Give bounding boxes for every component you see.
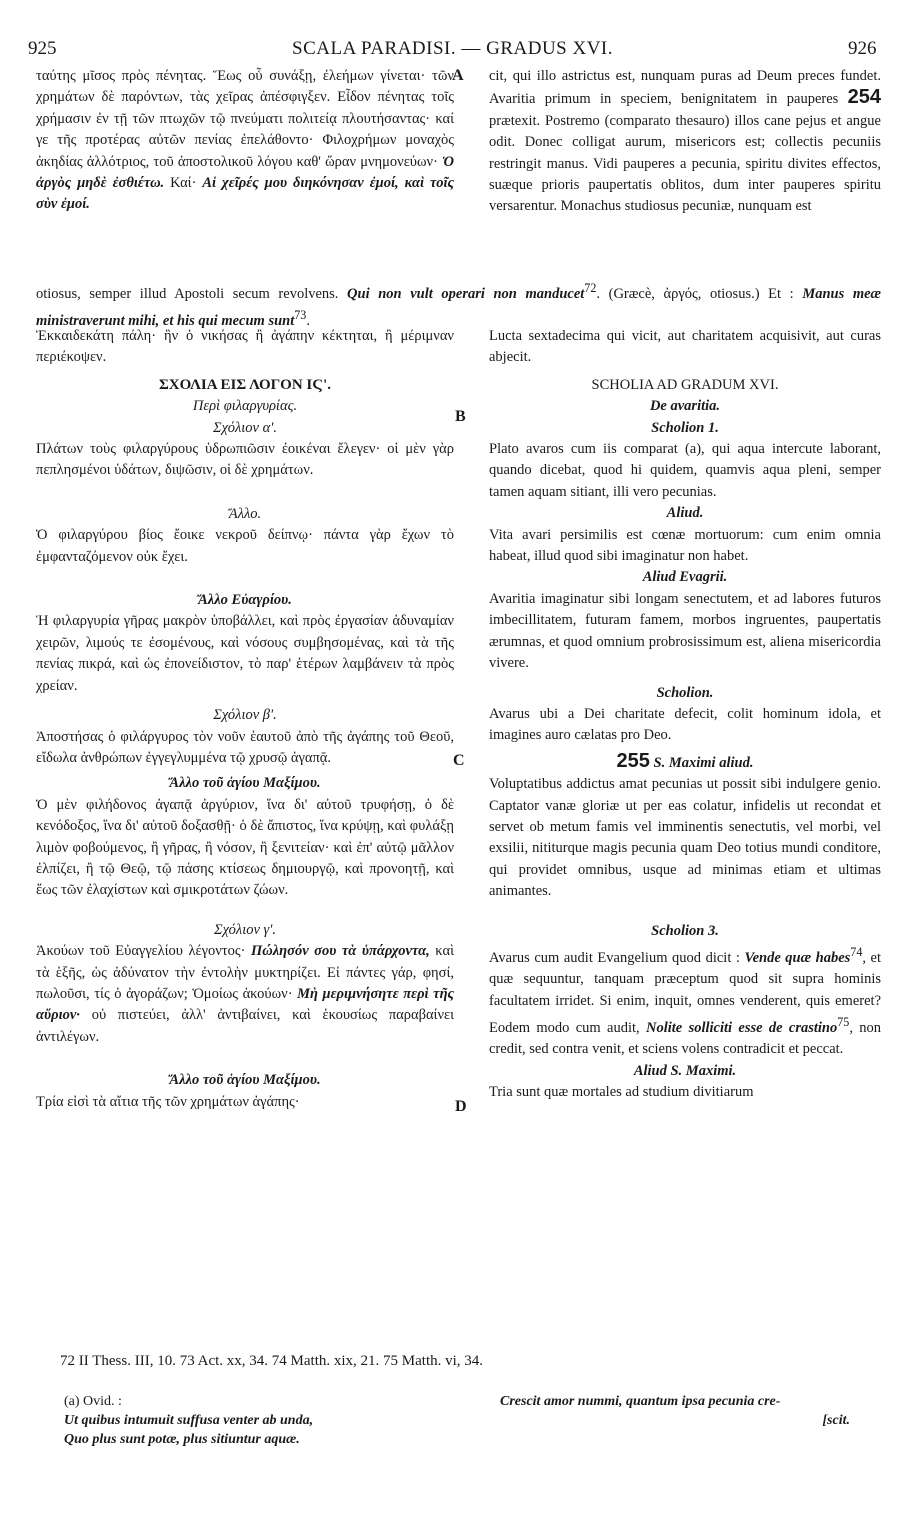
latin-column — [489, 326, 881, 1103]
greek-text-7: Τρία εἰσὶ τὰ αἴτια τῆς τῶν χρημάτων ἀγάπης· — [36, 1093, 300, 1110]
footnote-right-line1: Crescit amor nummi, quantum ipsa pecunia cre- — [500, 1394, 781, 1409]
latin-text-2: Vita avari persimilis est cœnæ mortuorum: cum enim omnia habeat, illud quod sibi imaginatur non habet. — [489, 526, 881, 565]
margin-number-255: 255 — [616, 749, 650, 772]
latin-top-paragraph: cit, qui illo astrictus est, nunquam puras ad Deum preces fundet. Avaritia primum in speciem, benignitatem in pauperes 254 prætexit. Postremo (comparato thesauro) illos cane pejus et angue odit. Donec colligat aurum, misericors est; collectis pecuniis restringit manus. Vidi pauperes a pecunia, spiritu divites effectos, suæque prioris paupertatis oblitos, dum inter pauperes spiritu versarentur. Monachus studiosus pecuniæ, nunquam est — [489, 68, 882, 215]
greek-scholia-title: ΣΧΟΛΙΑ ΕΙΣ ΛΟΓΟΝ ΙϚ'. — [158, 376, 332, 393]
greek-allo-evagrii: Ἄλλο Εὐαγρίου. — [198, 592, 292, 609]
footnote-right — [500, 1392, 880, 1430]
latin-text-4: Avarus ubi a Dei charitate defecit, colit hominum idola, et imagines auro cælatas pro Deo. — [489, 705, 881, 744]
latin-aliud: Aliud. — [666, 505, 704, 522]
footnote-references: 72 II Thess. III, 10. 73 Act. xx, 34. 74 Matth. xix, 21. 75 Matth. vi, 34. — [60, 1353, 484, 1369]
latin-scholia-title: SCHOLIA AD GRADUM XVI. — [591, 376, 779, 393]
greek-text-6: Ἀκούων τοῦ Εὐαγγελίου λέγοντος· Πώλησόν σου τὰ ὑπάρχοντα, καὶ τὰ ἑξῆς, ὡς ἀδύνατον τὴν ἐντολὴν μυκτηρίζει. Εἰ πάντες γάρ, φησί, πωλοῦσι, τίς ὁ ἀγοράζων; Ὁμοίως ἀκούων· Μὴ μεριμνήσητε περὶ τῆς αὔριον· οὐ πιστεύει, ἀλλ' ἀντιβαίνει, καὶ ἑκουσίως παραβαίνει ἀντιλέγων. — [36, 943, 454, 1045]
latin-scholion-3: Scholion 3. — [651, 922, 719, 939]
full-width-line: otiosus, semper illud Apostoli secum revolvens. Qui non vult operari non manducet$^{72}$. (Græcè, ἀργός, otiosus.) Et : Manus meæ ministraverunt mihi, et his qui mecum sunt$^{73}$. — [36, 281, 882, 330]
latin-text-5: Voluptatibus addictus amat pecunias ut possit sibi indulgere genio. Captator vanæ gloriæ ut per eas colatur, infidelis ut recondat et servet ob metum famis vel imminentis senectutis, vel morbi, vel exsilii, nititurque magis pecunia quam Deo totius mundi conditore, qui providet omnibus, usque ad minimas etiam et ultimas animantes. — [489, 776, 881, 900]
greek-text-4: Ἀποστήσας ὁ φιλάργυρος τὸν νοῦν ἑαυτοῦ ἀπὸ τῆς ἀγάπης τοῦ Θεοῦ, εἴδωλα ἀνθρώπων ἐγγεγλυμμένα τῷ χρυσῷ ἀγαπᾷ. — [36, 728, 454, 766]
footnote-right-line2: [scit. — [822, 1413, 850, 1428]
greek-allo-maximi: Ἄλλο τοῦ ἁγίου Μαξίμου. — [169, 775, 321, 792]
greek-top-paragraph: ταύτης μῖσος πρὸς πένητας. Ἕως οὗ συνάξῃ, ἐλεήμων γίνεται· τῶν χρημάτων δὲ παρόντων, τὰς χεῖρας ἀπέσφιγξεν. Εἶδον πένητας τοῖς χρήμασιν ἐν τῇ τῶν πτωχῶν τῷ πνεύματι πολιτείᾳ πλουτήσαντας· καί γε τῆς προτέρας αὐτῶν πενίας ἐπελάθοντο· Φιλοχρήμων μοναχὸς ἀκηδίας ἀλλότριος, τοῦ ἀποστολικοῦ λόγου καθ' ὥραν μνημονεύων· Ὁ ἀργὸς μηδὲ ἐσθιέτω. Καί· Αἱ χεῖρές μου διηκόνησαν ἐμοί, καὶ τοῖς σὺν ἐμοί. — [36, 68, 454, 213]
latin-lucta: Lucta sextadecima qui vicit, aut charitatem acquisivit, aut curas abjecit. — [489, 328, 881, 366]
greek-text-3: Ἡ φιλαργυρία γῆρας μακρὸν ὑποβάλλει, καὶ πρὸς ἐργασίαν ἀδυναμίαν χειρῶν, λιμούς τε ἐσομένους, καὶ νόσους συμβησομένας, καὶ τὰ τῆς πενίας πικρά, καὶ ὡς ἐπονείδιστον, τὸ παρ' ἑτέρων λαμβάνειν τὰ πρὸς χρείαν. — [36, 613, 454, 694]
greek-allo: Ἄλλο. — [228, 505, 262, 522]
latin-text-7: Tria sunt quæ mortales ad studium divitiarum — [489, 1084, 754, 1101]
greek-text-5: Ὁ μὲν φιλήδονος ἀγαπᾷ ἀργύριον, ἵνα δι' αὐτοῦ τρυφήσῃ, ὁ δὲ κενόδοξος, ἵνα δι' αὐτοῦ δοξασθῇ· ὁ δὲ ἄπιστος, ἵνα κρύψῃ, καὶ φυλάξῃ λιμὸν φοβούμενος, ἢ γῆρας, ἢ νόσον, ἢ ξενιτείαν· καὶ ἐπ' αὐτῷ μᾶλλον ἐλπίζει, ἢ τῷ Θεῷ, τῷ πάσης κτίσεως δημιουργῷ, καὶ προνοητῇ, καὶ ἕως τῶν ἐλαχίστων καὶ σμικροτάτων ζώων. — [36, 796, 454, 899]
greek-allo-maximi-2: Ἄλλο τοῦ ἁγίου Μαξίμου. — [169, 1072, 321, 1089]
greek-lucta: Ἑκκαιδεκάτη πάλη· ἣν ὁ νικήσας ἢ ἀγάπην κέκτηται, ἢ μέριμναν περιέκοψεν. — [36, 328, 454, 366]
greek-text-1: Πλάτων τοὺς φιλαργύρους ὑδρωπιῶσιν ἐοικέναι ἔλεγεν· οἱ μὲν γὰρ πεπλησμένοι ὑδάτων, διψῶσιν, οἱ δὲ χρημάτων. — [36, 441, 454, 479]
greek-column — [36, 326, 454, 1113]
latin-text-3: Avaritia imaginatur sibi longam senectutem, et ad labores futuros imbecillitatem, futuram famem, morbos ingruentes, paupertatis ærumnas, et quod omnium probrosissimum est, aliena misericordia vivere. — [489, 590, 881, 672]
page-number-right: 926 — [848, 38, 877, 59]
greek-scholion-2: Σχόλιον β'. — [213, 707, 277, 724]
latin-s-maximi: S. Maximi aliud. — [653, 754, 754, 771]
latin-aliud-evagrii: Aliud Evagrii. — [642, 569, 728, 586]
latin-text-6: Avarus cum audit Evangelium quod dicit : Vende quæ habes$^{74}$, et quæ sequuntur, tanquam præceptum quod sit supra hominis facultatem irridet. Si enim, inquit, omnes venderent, quis emeret? Eodem modo cum audit, Nolite solliciti esse de crastino$^{75}$, non credit, sed contra venit, et sciens volens contradicit et peccat. — [489, 944, 882, 1058]
latin-de-avaritia: De avaritia. — [649, 398, 721, 415]
greek-scholion-1: Σχόλιον α'. — [213, 419, 277, 436]
footnote-a — [64, 1392, 464, 1449]
latin-scholion: Scholion. — [656, 684, 714, 701]
footnote-a-label: (a) Ovid. : — [64, 1394, 122, 1409]
greek-text-2: Ὁ φιλαργύρου βίος ἔοικε νεκροῦ δείπνῳ· πάντα γὰρ ἔχων τὸ ἐμφανταζόμενον οὐκ ἔχει. — [36, 527, 454, 565]
margin-letter-b: B — [455, 408, 466, 425]
running-header — [0, 38, 916, 60]
margin-letter-c: C — [453, 752, 465, 769]
latin-text-1: Plato avaros cum iis comparat (a), qui aqua intercute laborant, quando dicebat, quod hi quidem, quamvis aqua pleni, semper tamen aquam sitiant, illi vero pecunias. — [489, 441, 881, 500]
latin-scholion-1: Scholion 1. — [651, 419, 719, 436]
footnote-a-line2: Quo plus sunt potæ, plus sitiuntur aquæ. — [64, 1432, 300, 1447]
running-title: SCALA PARADISI. — GRADUS XVI. — [292, 38, 614, 59]
greek-scholion-3: Σχόλιον γ'. — [213, 921, 276, 938]
margin-number-254: 254 — [847, 86, 882, 109]
latin-aliud-maximi: Aliud S. Maximi. — [633, 1062, 737, 1079]
greek-peri: Περὶ φιλαργυρίας. — [192, 398, 298, 415]
page-number-left: 925 — [28, 38, 57, 59]
margin-letter-d: D — [455, 1098, 467, 1115]
margin-letter-a: A — [452, 67, 464, 84]
footnote-a-line1: Ut quibus intumuit suffusa venter ab unda, — [64, 1413, 314, 1428]
